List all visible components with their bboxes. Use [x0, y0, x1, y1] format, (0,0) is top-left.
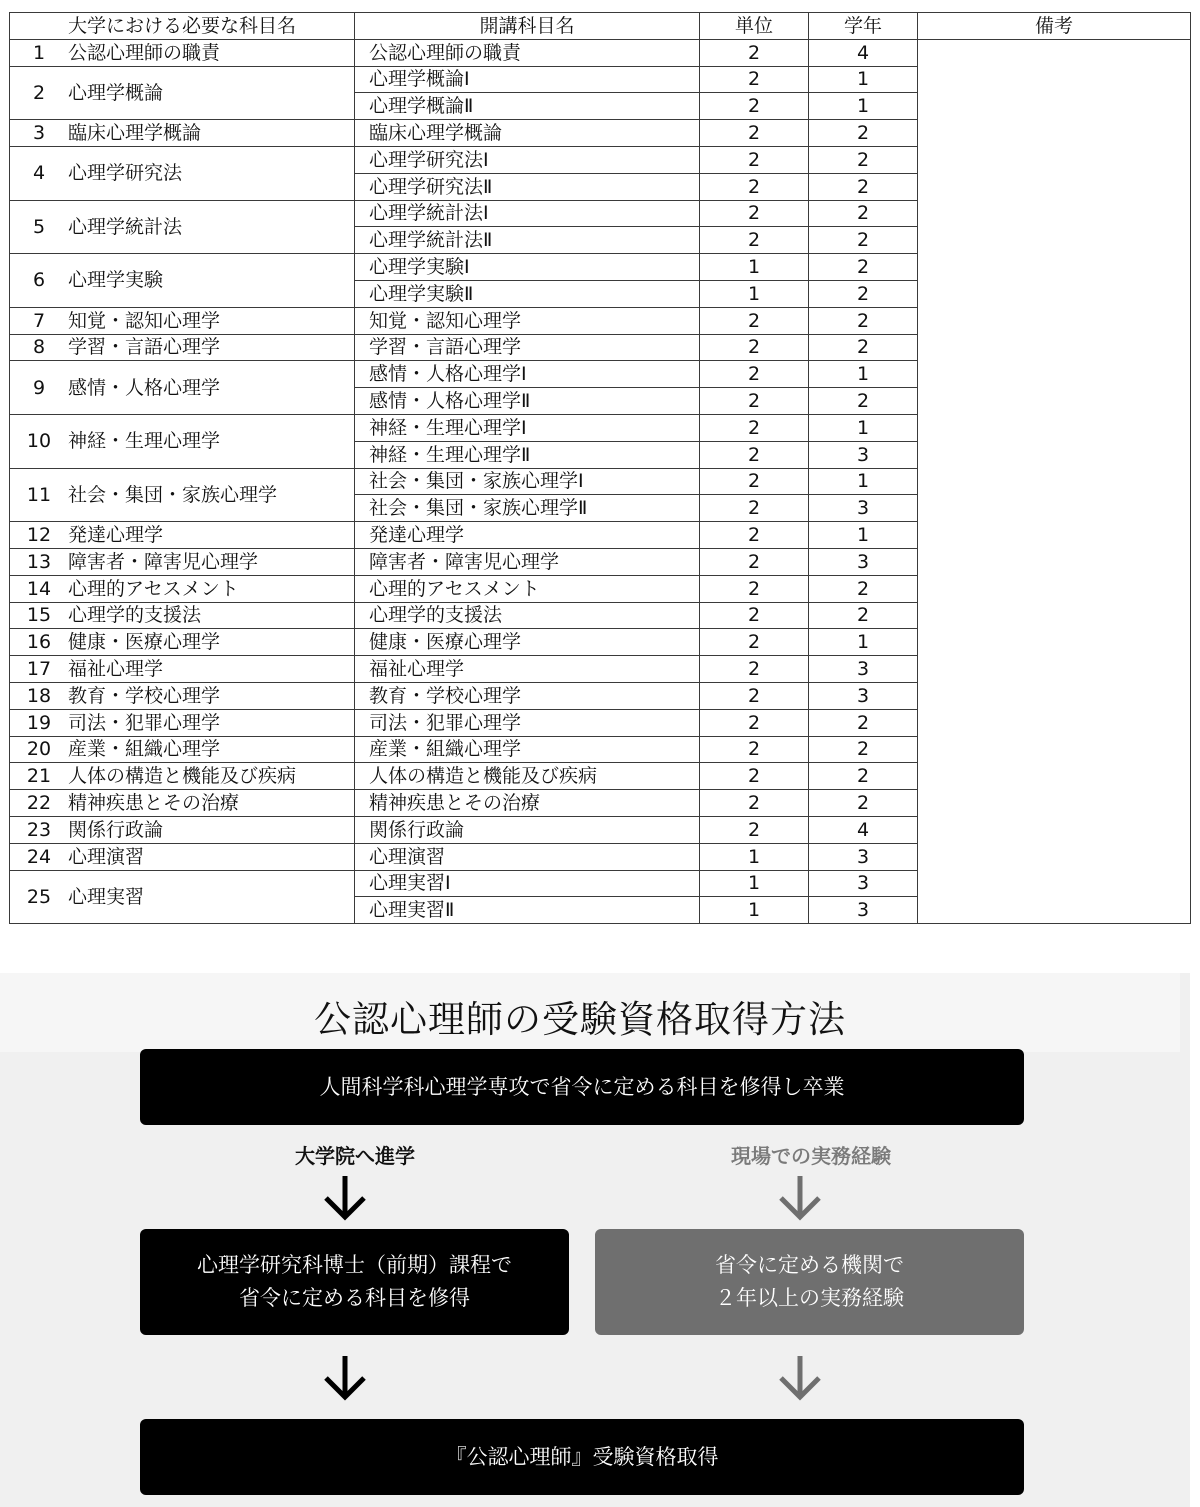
- subject-number: 15: [26, 604, 52, 627]
- required-subject-cell: [10, 39, 355, 66]
- qualification-flow: [0, 973, 1190, 1507]
- unit-cell: 2: [700, 120, 809, 147]
- required-subject-cell: [10, 736, 355, 763]
- unit-cell: 2: [700, 790, 809, 817]
- course-name-cell: 障害者・障害児心理学: [355, 548, 700, 575]
- subject-number: 23: [26, 818, 52, 841]
- required-subject-name: 発達心理学: [68, 524, 164, 547]
- required-subject-cell: [10, 548, 355, 575]
- year-cell: 2: [809, 227, 918, 254]
- required-subject-cell: [10, 414, 355, 468]
- year-cell: 3: [809, 656, 918, 683]
- graduate-course-line1: 心理学研究科博士（前期）課程で: [197, 1253, 512, 1277]
- year-cell: 1: [809, 414, 918, 441]
- required-subject-name: 人体の構造と機能及び疾病: [68, 765, 297, 788]
- unit-cell: 1: [700, 254, 809, 281]
- subject-number: 19: [26, 711, 52, 734]
- unit-cell: 2: [700, 656, 809, 683]
- unit-cell: 2: [700, 468, 809, 495]
- header-course-name: 開講科目名: [355, 13, 700, 40]
- course-name-cell: 人体の構造と機能及び疾病: [355, 763, 700, 790]
- required-subject-name: 心理演習: [68, 845, 145, 868]
- required-subject-cell: [10, 575, 355, 602]
- course-name-cell: 心理学統計法Ⅱ: [355, 227, 700, 254]
- required-subject-name: 障害者・障害児心理学: [68, 550, 259, 573]
- year-cell: 1: [809, 629, 918, 656]
- unit-cell: 2: [700, 522, 809, 549]
- year-cell: 1: [809, 93, 918, 120]
- subject-number: 20: [26, 738, 52, 761]
- work-experience-label: 現場での実務経験: [731, 1144, 891, 1168]
- required-subject-name: 心理的アセスメント: [68, 577, 239, 600]
- course-name-cell: 心理学的支援法: [355, 602, 700, 629]
- course-name-cell: 神経・生理心理学Ⅱ: [355, 441, 700, 468]
- unit-cell: 2: [700, 736, 809, 763]
- year-cell: 2: [809, 173, 918, 200]
- course-name-cell: 心理学統計法Ⅰ: [355, 200, 700, 227]
- required-subject-cell: [10, 629, 355, 656]
- required-subject-name: 知覚・認知心理学: [68, 309, 221, 332]
- subject-number: 24: [26, 845, 52, 868]
- year-cell: 1: [809, 522, 918, 549]
- course-name-cell: 心理実習Ⅰ: [355, 870, 700, 897]
- unit-cell: 2: [700, 307, 809, 334]
- required-subject-cell: [10, 709, 355, 736]
- unit-cell: 2: [700, 548, 809, 575]
- year-cell: 1: [809, 361, 918, 388]
- subject-number: 9: [32, 376, 46, 399]
- course-name-cell: 心理学研究法Ⅰ: [355, 146, 700, 173]
- subject-number: 18: [26, 684, 52, 707]
- course-name-cell: 産業・組織心理学: [355, 736, 700, 763]
- required-subject-name: 心理学的支援法: [68, 604, 202, 627]
- header-required-subject: 大学における必要な科目名: [10, 13, 355, 40]
- table-body: [10, 39, 1191, 923]
- course-name-cell: 精神疾患とその治療: [355, 790, 700, 817]
- subject-number: 7: [32, 309, 46, 332]
- required-subject-cell: [10, 602, 355, 629]
- required-subject-cell: [10, 200, 355, 254]
- required-subject-name: 福祉心理学: [68, 658, 164, 681]
- unit-cell: 2: [700, 173, 809, 200]
- unit-cell: 2: [700, 227, 809, 254]
- note-cell: [918, 39, 1191, 923]
- year-cell: 2: [809, 709, 918, 736]
- required-subject-cell: [10, 334, 355, 361]
- arrow-down-icon: [320, 1173, 370, 1223]
- year-cell: 3: [809, 495, 918, 522]
- required-subject-name: 産業・組織心理学: [68, 738, 221, 761]
- header-unit: 単位: [700, 13, 809, 40]
- year-cell: 2: [809, 200, 918, 227]
- subject-number: 14: [26, 577, 52, 600]
- year-cell: 1: [809, 66, 918, 93]
- required-subject-name: 関係行政論: [68, 818, 164, 841]
- subject-number: 1: [32, 41, 46, 64]
- required-subject-cell: [10, 120, 355, 147]
- unit-cell: 2: [700, 93, 809, 120]
- course-name-cell: 福祉心理学: [355, 656, 700, 683]
- course-name-cell: 公認心理師の職責: [355, 39, 700, 66]
- start-step-text: 人間科学科心理学専攻で省令に定める科目を修得し卒業: [319, 1074, 845, 1099]
- required-subject-cell: [10, 361, 355, 415]
- required-subject-cell: [10, 66, 355, 120]
- unit-cell: 1: [700, 870, 809, 897]
- required-subject-cell: [10, 843, 355, 870]
- required-subject-cell: [10, 816, 355, 843]
- course-name-cell: 心理実習Ⅱ: [355, 897, 700, 924]
- year-cell: 3: [809, 682, 918, 709]
- year-cell: 2: [809, 120, 918, 147]
- required-subject-name: 学習・言語心理学: [68, 336, 221, 359]
- course-name-cell: 社会・集団・家族心理学Ⅱ: [355, 495, 700, 522]
- required-subject-name: 神経・生理心理学: [68, 430, 221, 453]
- required-subject-name: 健康・医療心理学: [68, 631, 221, 654]
- year-cell: 2: [809, 146, 918, 173]
- required-subject-name: 司法・犯罪心理学: [68, 711, 221, 734]
- course-name-cell: 心理学実験Ⅱ: [355, 280, 700, 307]
- course-name-cell: 心理学概論Ⅰ: [355, 66, 700, 93]
- qualification-result-box: [140, 1419, 1024, 1495]
- subject-number: 2: [32, 81, 46, 104]
- graduate-course-line2: 省令に定める科目を修得: [239, 1286, 470, 1310]
- header-year: 学年: [809, 13, 918, 40]
- required-subject-name: 公認心理師の職責: [68, 41, 221, 64]
- course-name-cell: 心理学実験Ⅰ: [355, 254, 700, 281]
- required-subject-cell: [10, 307, 355, 334]
- subject-number: 10: [26, 430, 52, 453]
- required-subject-cell: [10, 656, 355, 683]
- unit-cell: 1: [700, 897, 809, 924]
- course-name-cell: 神経・生理心理学Ⅰ: [355, 414, 700, 441]
- unit-cell: 2: [700, 575, 809, 602]
- unit-cell: 2: [700, 200, 809, 227]
- year-cell: 2: [809, 790, 918, 817]
- year-cell: 3: [809, 897, 918, 924]
- required-subject-cell: [10, 870, 355, 924]
- year-cell: 3: [809, 441, 918, 468]
- unit-cell: 2: [700, 39, 809, 66]
- required-subject-cell: [10, 790, 355, 817]
- year-cell: 4: [809, 816, 918, 843]
- year-cell: 2: [809, 575, 918, 602]
- course-name-cell: 知覚・認知心理学: [355, 307, 700, 334]
- course-name-cell: 心理学概論Ⅱ: [355, 93, 700, 120]
- subject-number: 8: [32, 336, 46, 359]
- year-cell: 2: [809, 280, 918, 307]
- unit-cell: 2: [700, 495, 809, 522]
- course-name-cell: 心理演習: [355, 843, 700, 870]
- unit-cell: 2: [700, 602, 809, 629]
- year-cell: 3: [809, 548, 918, 575]
- required-subject-name: 感情・人格心理学: [68, 376, 221, 399]
- year-cell: 2: [809, 388, 918, 415]
- start-step-box: [140, 1049, 1024, 1125]
- unit-cell: 2: [700, 146, 809, 173]
- required-subject-name: 教育・学校心理学: [68, 684, 221, 707]
- required-subject-name: 心理学実験: [68, 269, 164, 292]
- unit-cell: 2: [700, 441, 809, 468]
- year-cell: 2: [809, 763, 918, 790]
- course-name-cell: 発達心理学: [355, 522, 700, 549]
- arrow-down-icon: [775, 1353, 825, 1403]
- course-name-cell: 学習・言語心理学: [355, 334, 700, 361]
- subject-number: 12: [26, 524, 52, 547]
- table-row: [10, 39, 1191, 66]
- arrow-down-icon: [320, 1353, 370, 1403]
- course-name-cell: 関係行政論: [355, 816, 700, 843]
- subject-number: 25: [26, 885, 52, 908]
- course-name-cell: 心理学研究法Ⅱ: [355, 173, 700, 200]
- year-cell: 1: [809, 468, 918, 495]
- course-name-cell: 司法・犯罪心理学: [355, 709, 700, 736]
- practical-experience-line1: 省令に定める機関で: [715, 1253, 904, 1277]
- unit-cell: 2: [700, 763, 809, 790]
- unit-cell: 2: [700, 414, 809, 441]
- unit-cell: 2: [700, 66, 809, 93]
- course-name-cell: 社会・集団・家族心理学Ⅰ: [355, 468, 700, 495]
- required-subject-cell: [10, 254, 355, 308]
- subject-number: 5: [32, 215, 46, 238]
- required-subject-name: 社会・集団・家族心理学: [68, 483, 278, 506]
- arrow-down-icon: [775, 1173, 825, 1223]
- course-name-cell: 健康・医療心理学: [355, 629, 700, 656]
- required-subject-cell: [10, 682, 355, 709]
- graduate-course-box: [140, 1229, 569, 1335]
- year-cell: 2: [809, 307, 918, 334]
- unit-cell: 2: [700, 334, 809, 361]
- year-cell: 2: [809, 736, 918, 763]
- course-name-cell: 感情・人格心理学Ⅰ: [355, 361, 700, 388]
- unit-cell: 1: [700, 843, 809, 870]
- unit-cell: 2: [700, 816, 809, 843]
- year-cell: 2: [809, 602, 918, 629]
- practical-experience-box: [595, 1229, 1024, 1335]
- course-name-cell: 心理的アセスメント: [355, 575, 700, 602]
- subject-number: 22: [26, 792, 52, 814]
- required-subject-cell: [10, 763, 355, 790]
- subject-number: 17: [26, 658, 52, 681]
- graduate-school-label: 大学院へ進学: [295, 1144, 415, 1168]
- subject-number: 6: [32, 269, 46, 292]
- unit-cell: 2: [700, 361, 809, 388]
- unit-cell: 1: [700, 280, 809, 307]
- year-cell: 3: [809, 870, 918, 897]
- qualification-result-text: 『公認心理師』受験資格取得: [445, 1444, 719, 1469]
- year-cell: 3: [809, 843, 918, 870]
- subject-number: 21: [26, 765, 52, 788]
- table-header-row: [10, 13, 1191, 40]
- header-note: 備考: [918, 13, 1191, 40]
- subject-number: 4: [32, 162, 46, 185]
- subject-number: 3: [32, 122, 46, 145]
- required-subject-cell: [10, 468, 355, 522]
- subject-number: 11: [26, 483, 52, 506]
- required-subject-cell: [10, 522, 355, 549]
- course-name-cell: 感情・人格心理学Ⅱ: [355, 388, 700, 415]
- year-cell: 2: [809, 334, 918, 361]
- required-subject-name: 心理学概論: [68, 81, 164, 104]
- course-name-cell: 臨床心理学概論: [355, 120, 700, 147]
- unit-cell: 2: [700, 709, 809, 736]
- required-subject-name: 心理実習: [68, 885, 145, 908]
- required-subject-name: 精神疾患とその治療: [68, 792, 240, 814]
- required-subject-name: 心理学研究法: [68, 162, 183, 185]
- subject-number: 13: [26, 550, 52, 573]
- practical-experience-line2: ２年以上の実務経験: [715, 1286, 904, 1310]
- year-cell: 2: [809, 254, 918, 281]
- required-subject-name: 心理学統計法: [68, 215, 183, 238]
- subject-number: 16: [26, 631, 52, 654]
- course-table: [9, 12, 1191, 924]
- unit-cell: 2: [700, 682, 809, 709]
- unit-cell: 2: [700, 629, 809, 656]
- flow-title: 公認心理師の受験資格取得方法: [314, 998, 846, 1041]
- course-name-cell: 教育・学校心理学: [355, 682, 700, 709]
- required-subject-name: 臨床心理学概論: [68, 122, 202, 145]
- unit-cell: 2: [700, 388, 809, 415]
- year-cell: 4: [809, 39, 918, 66]
- required-subject-cell: [10, 146, 355, 200]
